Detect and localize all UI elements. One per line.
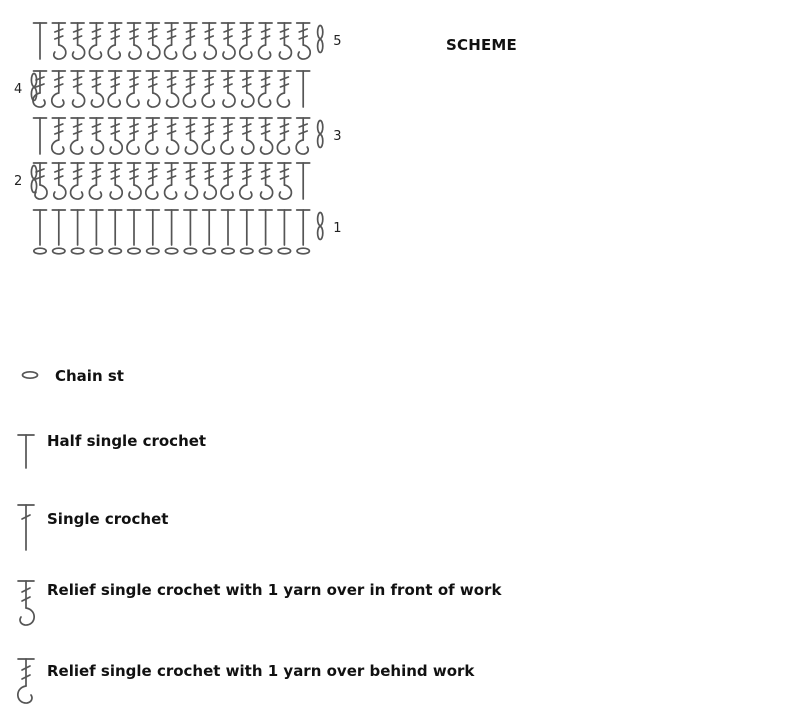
- row-5-stitch-2: [52, 23, 66, 59]
- legend-label-hsc: Half single crochet: [47, 432, 207, 450]
- row-3-stitch-13: [259, 118, 273, 154]
- row-1-stitch-14: [278, 210, 291, 245]
- base-chain-6: [128, 248, 140, 254]
- base-chain-1: [34, 248, 46, 254]
- row-4-stitch-2: [52, 71, 66, 107]
- row-1-stitch-11: [222, 210, 235, 245]
- row-1-stitch-12: [240, 210, 253, 245]
- row-2-stitch-4: [89, 163, 103, 199]
- row-4-stitch-14: [277, 71, 291, 107]
- base-chain-7: [147, 248, 159, 254]
- row-2-stitch-11: [221, 163, 235, 199]
- row-5-stitch-8: [165, 23, 179, 59]
- row-2-stitch-5: [109, 163, 123, 199]
- row-5-stitch-15: [297, 23, 311, 59]
- row-2-stitch-6: [128, 163, 142, 199]
- single-crochet-icon: [14, 502, 38, 554]
- row-3-stitch-4: [90, 118, 104, 154]
- row-5-stitch-14: [278, 23, 292, 59]
- row-4-stitch-15: [297, 71, 310, 107]
- row-4-stitch-4: [90, 71, 104, 107]
- row-3-number: 3: [333, 129, 342, 144]
- row-5-stitch-1: [34, 23, 47, 59]
- row-5-stitch-5: [108, 23, 122, 59]
- row-5-turning-chain: [318, 26, 323, 53]
- row-1-stitch-2: [52, 210, 65, 245]
- legend-label-sc: Single crochet: [47, 510, 169, 528]
- base-chain-2: [53, 248, 65, 254]
- row-1-stitch-3: [71, 210, 84, 245]
- base-chain-12: [241, 248, 253, 254]
- row-2-number: 2: [14, 174, 23, 189]
- row-5-stitch-11: [222, 23, 236, 59]
- base-chain-8: [165, 248, 177, 254]
- relief-front-icon: [14, 578, 40, 634]
- row-1-stitch-7: [146, 210, 159, 245]
- row-5-stitch-10: [203, 23, 217, 59]
- relief-back-icon: [14, 656, 40, 712]
- row-4-stitch-6: [127, 71, 141, 107]
- row-4-stitch-12: [240, 71, 254, 107]
- legend-label-front: Relief single crochet with 1 yarn over in front of work: [47, 581, 502, 599]
- row-3-stitch-7: [146, 118, 160, 154]
- base-chain-13: [259, 248, 271, 254]
- row-3-stitch-15: [296, 118, 310, 154]
- scheme-title: SCHEME: [446, 36, 517, 54]
- base-chain-15: [297, 248, 309, 254]
- row-2-stitch-12: [240, 163, 254, 199]
- row-5-stitch-7: [146, 23, 160, 59]
- row-5-number: 5: [333, 34, 342, 49]
- row-3-stitch-10: [202, 118, 216, 154]
- legend-label-chain: Chain st: [55, 367, 124, 385]
- row-4-stitch-11: [222, 71, 236, 107]
- row-4-stitch-10: [202, 71, 216, 107]
- row-5-stitch-12: [240, 23, 254, 59]
- row-1-stitch-15: [297, 210, 310, 245]
- row-4-stitch-7: [146, 71, 160, 107]
- row-1-stitch-10: [203, 210, 216, 245]
- base-chain-14: [278, 248, 290, 254]
- row-3-stitch-2: [52, 118, 66, 154]
- crochet-chart: [0, 0, 800, 270]
- row-5-stitch-3: [71, 23, 85, 59]
- row-2-stitch-10: [203, 163, 217, 199]
- base-chain-4: [90, 248, 102, 254]
- row-5-stitch-6: [128, 23, 142, 59]
- half-single-crochet-icon: [14, 432, 38, 472]
- row-2-stitch-3: [71, 163, 85, 199]
- row-2-stitch-9: [184, 163, 198, 199]
- row-2-stitch-14: [278, 163, 292, 199]
- legend-label-back: Relief single crochet with 1 yarn over behind work: [47, 662, 475, 680]
- row-1-stitch-6: [128, 210, 141, 245]
- row-5-stitch-4: [89, 23, 103, 59]
- row-3-stitch-8: [165, 118, 179, 154]
- row-5-stitch-9: [183, 23, 197, 59]
- row-4-stitch-9: [183, 71, 197, 107]
- row-3-stitch-3: [71, 118, 85, 154]
- base-chain-9: [184, 248, 196, 254]
- row-2-stitch-2: [52, 163, 66, 199]
- row-1-stitch-9: [184, 210, 197, 245]
- row-3-stitch-14: [277, 118, 291, 154]
- row-1-number: 1: [333, 221, 342, 236]
- row-4-stitch-8: [165, 71, 179, 107]
- row-3-stitch-1: [34, 118, 47, 154]
- row-3-stitch-5: [109, 118, 123, 154]
- row-3-stitch-12: [240, 118, 254, 154]
- base-chain-5: [109, 248, 121, 254]
- row-4-stitch-3: [71, 71, 85, 107]
- row-4-stitch-5: [108, 71, 122, 107]
- row-3-stitch-6: [127, 118, 141, 154]
- row-4-number: 4: [14, 82, 23, 97]
- row-1-stitch-13: [259, 210, 272, 245]
- row-1-stitch-4: [90, 210, 103, 245]
- base-chain-11: [222, 248, 234, 254]
- row-3-turning-chain: [318, 121, 323, 148]
- chain-stitch-icon: [18, 368, 42, 382]
- row-3-stitch-9: [184, 118, 198, 154]
- row-4-stitch-13: [259, 71, 273, 107]
- row-2-stitch-15: [297, 163, 310, 199]
- base-chain-10: [203, 248, 215, 254]
- row-2-stitch-7: [146, 163, 160, 199]
- row-5-stitch-13: [259, 23, 273, 59]
- row-2-stitch-8: [165, 163, 179, 199]
- base-chain-3: [71, 248, 83, 254]
- row-1-stitch-5: [109, 210, 122, 245]
- row-1-stitch-8: [165, 210, 178, 245]
- row-1-stitch-1: [34, 210, 47, 245]
- row-1-turning-chain: [318, 213, 323, 240]
- row-3-stitch-11: [221, 118, 235, 154]
- row-2-stitch-13: [259, 163, 273, 199]
